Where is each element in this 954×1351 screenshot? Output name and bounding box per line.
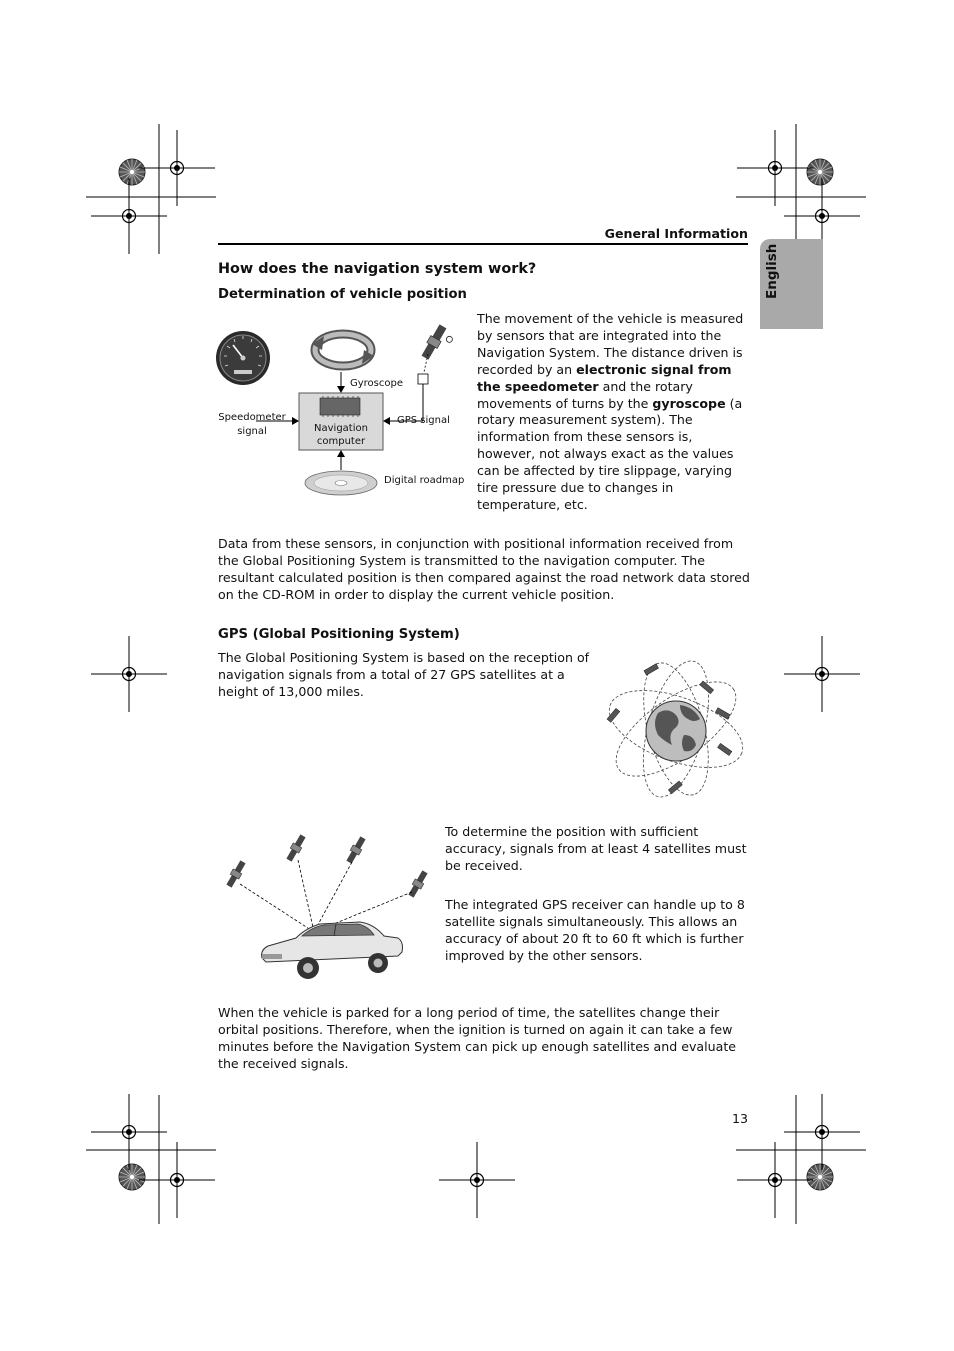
gyroscope-icon bbox=[312, 334, 374, 366]
gps-satellite-icon bbox=[420, 323, 456, 365]
speedometer-label-1: Speedometer bbox=[218, 412, 286, 423]
cd-rom-icon bbox=[305, 471, 377, 495]
vehicle-position-paragraph-2: Data from these sensors, in conjunction with positional information received from the Global Positioning System is transmitted to the navigation computer. The resultant calculated position is then compared against the road network data stored on the CD-ROM in order to display the current vehicle position. bbox=[218, 536, 750, 602]
vehicle-position-paragraph-1: The movement of the vehicle is measured by sensors that are integrated into the Navigation System. The distance driven is recorded by an electronic signal from the speedometer and the rotary movements of turns by the gyroscope (a rotary measurement system). The information from these sensors is, however, not always exact as the values can be affected by tire slippage, varying tire pressure due to changes in temperature, etc. bbox=[477, 311, 744, 512]
gyroscope-label: Gyroscope bbox=[350, 378, 404, 389]
car-satellites-illustration bbox=[218, 826, 440, 982]
gps-heading: GPS (Global Positioning System) bbox=[218, 627, 460, 642]
nav-computer-label-1: Navigation bbox=[314, 423, 368, 434]
section-header: General Information bbox=[604, 226, 748, 241]
gps-paragraph-2: To determine the position with sufficient accuracy, signals from at least 4 satellites must be received. bbox=[445, 824, 747, 873]
navigation-diagram bbox=[216, 314, 470, 500]
language-tab bbox=[760, 239, 823, 329]
gps-paragraph-1: The Global Positioning System is based on the reception of navigation signals from a total of 27 GPS satellites at a height of 13,000 miles. bbox=[218, 650, 590, 699]
header-rule bbox=[218, 243, 748, 245]
globe-satellites-illustration bbox=[600, 655, 750, 802]
satellite-icons bbox=[225, 833, 430, 898]
vehicle-position-heading: Determination of vehicle position bbox=[218, 287, 467, 302]
nav-computer-label-2: computer bbox=[316, 436, 366, 447]
speedometer-icon bbox=[216, 331, 270, 385]
chip-icon bbox=[320, 396, 360, 417]
speedometer-label-2: signal bbox=[237, 426, 267, 437]
language-tab-label: English bbox=[764, 243, 780, 299]
car-icon bbox=[262, 922, 403, 979]
gps-paragraph-4: When the vehicle is parked for a long period of time, the satellites change their orbital positions. Therefore, when the ignition is turned on again it can take a few minutes before the Navigation System can pick up enough satellites and evaluate the received signals. bbox=[218, 1005, 737, 1071]
page-number: 13 bbox=[731, 1111, 748, 1126]
gps-paragraph-3: The integrated GPS receiver can handle up to 8 satellite signals simultaneously. This allows an accuracy of about 20 ft to 60 ft which is further improved by the other sensors. bbox=[445, 897, 745, 963]
gps-signal-label: GPS signal bbox=[397, 415, 450, 426]
page-title: How does the navigation system work? bbox=[218, 261, 537, 277]
roadmap-label: Digital roadmap bbox=[384, 475, 465, 486]
